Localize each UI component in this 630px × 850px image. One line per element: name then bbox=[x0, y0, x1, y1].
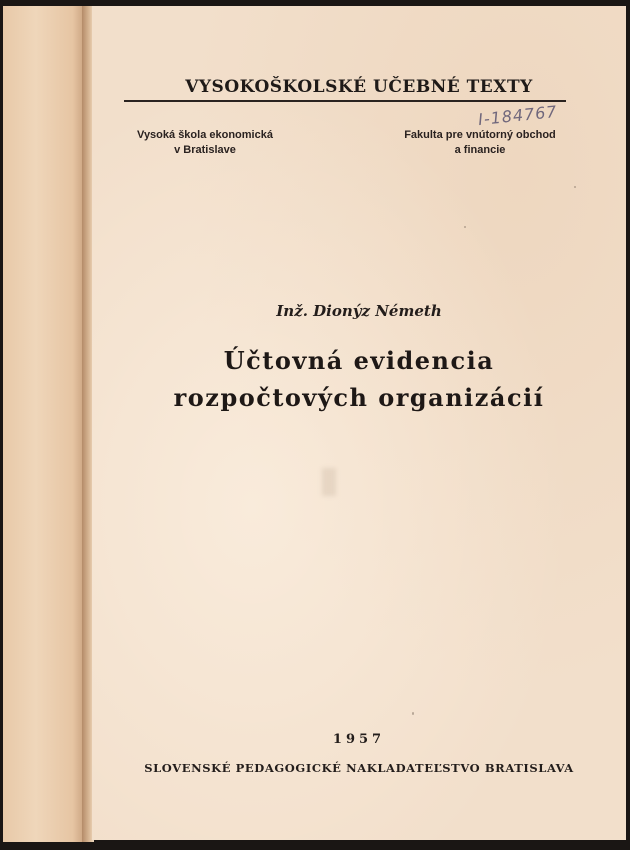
book-title bbox=[92, 342, 626, 416]
institution-block bbox=[120, 128, 290, 158]
paper-speck bbox=[412, 712, 414, 715]
title-page bbox=[92, 6, 626, 840]
book-title-line1: Účtovná evidencia bbox=[223, 346, 495, 375]
faculty-name: Fakulta pre vnútorný obchod bbox=[404, 129, 556, 141]
author-name: Inž. Dionýz Németh bbox=[276, 302, 442, 320]
publisher-name: SLOVENSKÉ PEDAGOGICKÉ NAKLADATEĽSTVO BRATISLAVA bbox=[144, 761, 574, 775]
handwritten-inventory-number: I-184767 bbox=[477, 101, 559, 130]
faculty-name-cont: a financie bbox=[454, 144, 506, 156]
cover-edge bbox=[3, 6, 85, 842]
paper-speck bbox=[574, 186, 576, 188]
bleed-through-mark bbox=[322, 468, 336, 496]
series-title: VYSOKOŠKOLSKÉ UČEBNÉ TEXTY bbox=[185, 77, 533, 97]
institution-city: v Bratislave bbox=[174, 144, 236, 156]
book-title-line2: rozpočtových organizácií bbox=[173, 383, 545, 412]
institution-name: Vysoká škola ekonomická bbox=[137, 129, 273, 141]
series-rule bbox=[124, 100, 566, 102]
paper-speck bbox=[464, 226, 466, 228]
faculty-block bbox=[388, 128, 572, 158]
publication-year: 1957 bbox=[332, 732, 386, 747]
